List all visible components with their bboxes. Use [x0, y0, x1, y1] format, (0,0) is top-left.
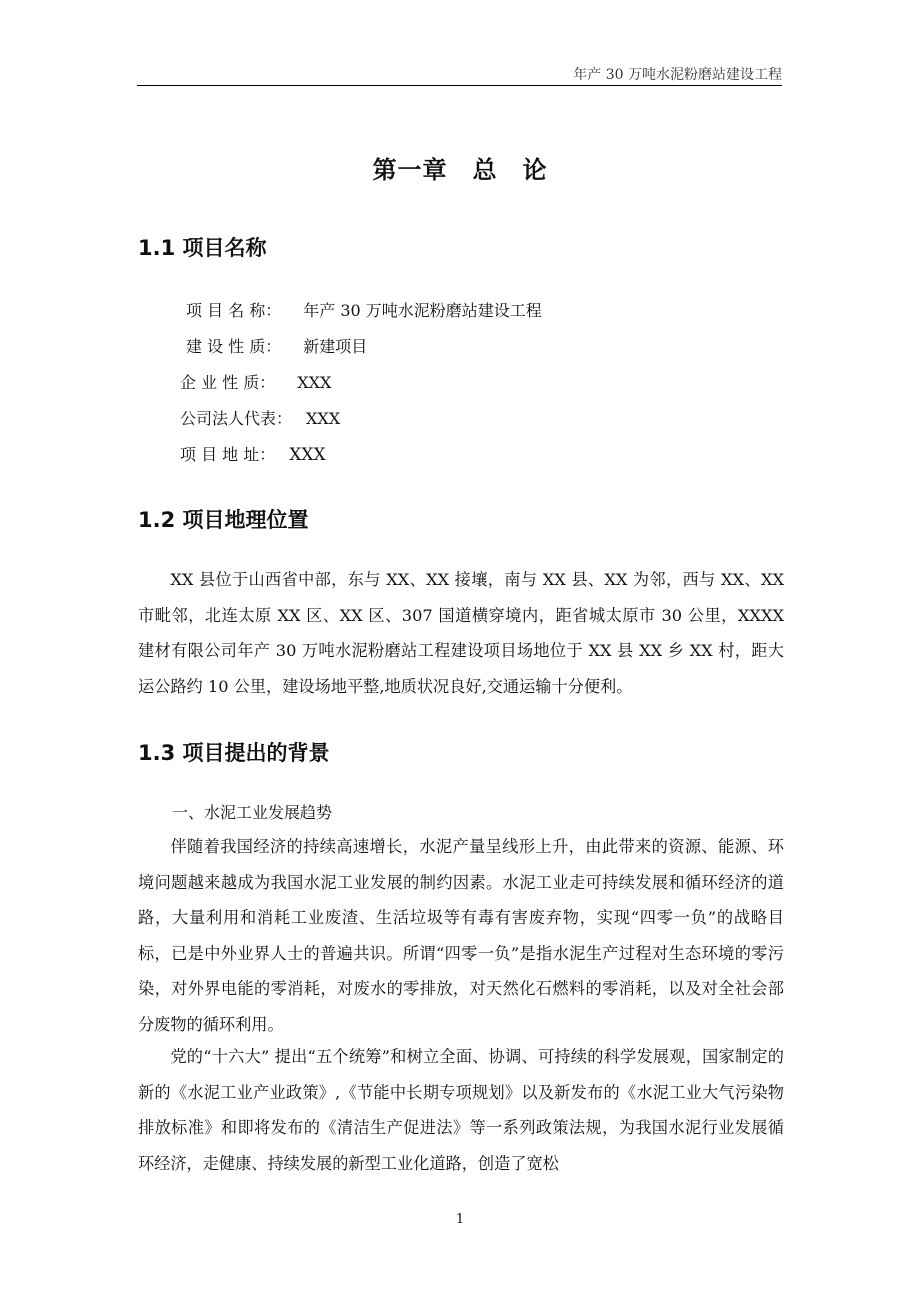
- field-value: XXX: [289, 445, 326, 465]
- field-label: 项 目 地 址：: [180, 445, 276, 464]
- paragraph-location: XX 县位于山西省中部，东与 XX、XX 接壤，南与 XX 县、XX 为邻，西与 XX、XX 市毗邻，北连太原 XX 区、XX 区、307 国道横穿境内，距省城太原市 30 公里，XXXX 建材有限公司年产 30 万吨水泥粉磨站工程建设项目场地位于 XX 县 XX 乡 XX 村，距大运公路约 10 公里，建设场地平整,地质状况良好,交通运输十分便利。: [138, 570, 784, 696]
- running-header: 年产 30 万吨水泥粉磨站建设工程: [573, 67, 782, 83]
- field-value: 新建项目: [303, 337, 368, 356]
- field-value: 年产 30 万吨水泥粉磨站建设工程: [303, 301, 542, 320]
- paragraph-background-1: 伴随着我国经济的持续高速增长，水泥产量呈线形上升，由此带来的资源、能源、环境问题越来越成为我国水泥工业发展的制约因素。水泥工业走可持续发展和循环经济的道路，大量利用和消耗工业废渣、生活垃圾等有毒有害废弃物，实现“四零一负”的战略目标，已是中外业界人士的普遍共识。所谓“四零一负”是指水泥生产过程对生态环境的零污染，对外界电能的零消耗，对废水的零排放，对天然化石燃料的零消耗，以及对全社会部分废物的循环利用。: [138, 837, 784, 1034]
- field-label: 企 业 性 质：: [180, 373, 276, 392]
- field-value: XXX: [297, 373, 332, 392]
- page-number: 1: [455, 1212, 465, 1227]
- section-heading-1-1: 1.1 项目名称: [138, 236, 267, 260]
- field-row-project-address: [180, 442, 326, 465]
- section-heading-1-2: 1.2 项目地理位置: [138, 508, 309, 532]
- field-value: XXX: [306, 409, 341, 428]
- field-label: 项 目 名 称：: [186, 301, 282, 320]
- section-heading-1-3: 1.3 项目提出的背景: [138, 741, 330, 765]
- subheading-cement-trend: 一、水泥工业发展趋势: [172, 803, 333, 822]
- field-row-legal-representative: [180, 406, 340, 429]
- field-row-enterprise-type: [180, 370, 331, 393]
- header-rule: [137, 85, 782, 86]
- paragraph-background-2: 党的“十六大” 提出“五个统筹”和树立全面、协调、可持续的科学发展观，国家制定的新的《水泥工业产业政策》,《节能中长期专项规划》以及新发布的《水泥工业大气污染物排放标准》和即将发布的《清洁生产促进法》等一系列政策法规，为我国水泥行业发展循环经济，走健康、持续发展的新型工业化道路，创造了宽松: [138, 1047, 784, 1173]
- chapter-title: 第一章 总 论: [372, 156, 548, 184]
- field-row-project-name: [186, 298, 542, 321]
- field-label: 公司法人代表：: [180, 409, 293, 428]
- field-row-construction-type: [186, 334, 367, 357]
- field-label: 建 设 性 质：: [186, 337, 282, 356]
